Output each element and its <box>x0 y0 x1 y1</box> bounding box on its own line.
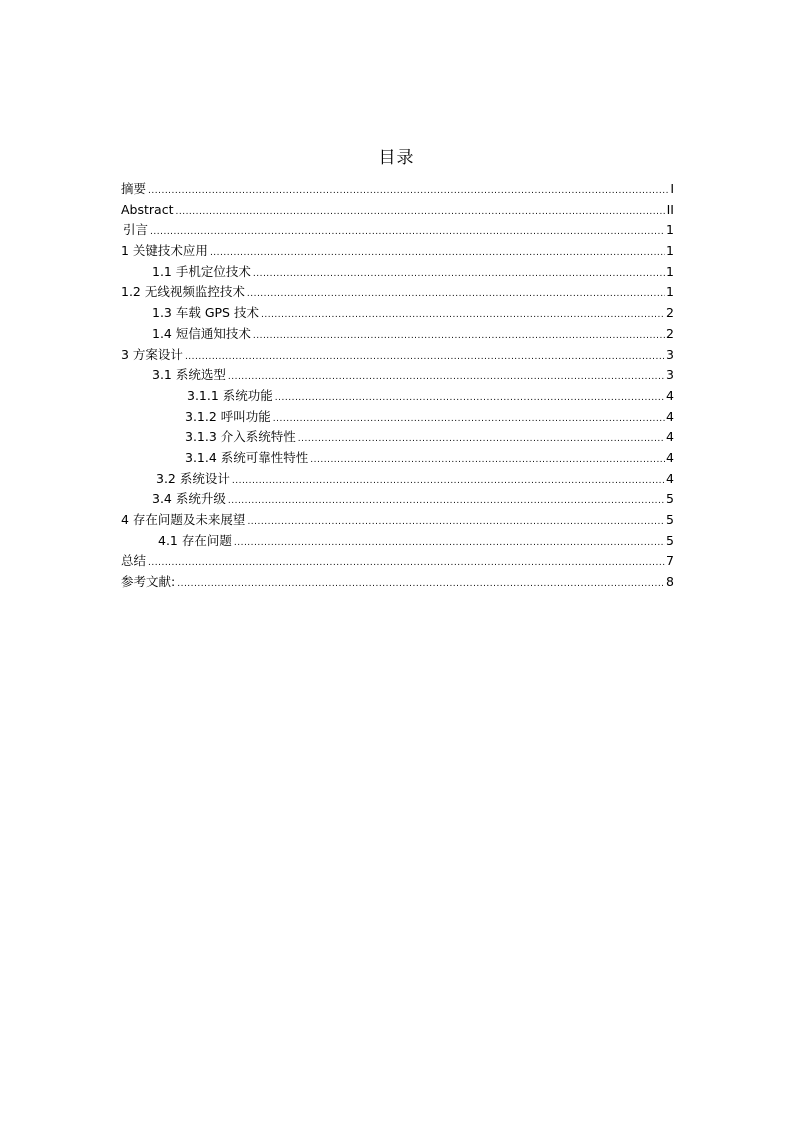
toc-page-number: 1 <box>666 263 674 279</box>
dot-leader <box>253 326 665 347</box>
toc-page-number: 3 <box>666 346 674 362</box>
toc-entry-label: 1.1 手机定位技术 <box>152 263 251 279</box>
toc-page-number: 2 <box>666 305 674 321</box>
dot-leader <box>275 388 665 409</box>
toc-entry-introduction[interactable] <box>121 220 674 241</box>
toc-entry-label: 3.4 系统升级 <box>152 491 226 507</box>
toc-page-number: 5 <box>666 491 674 507</box>
dot-leader <box>228 491 665 512</box>
dot-leader <box>228 367 665 388</box>
toc-page-number: 2 <box>666 325 674 341</box>
toc-title: 目录 <box>378 148 415 168</box>
toc-entry-chapter-1[interactable] <box>121 241 674 262</box>
toc-page-number: 4 <box>666 408 674 424</box>
dot-leader <box>185 347 665 368</box>
dot-leader <box>150 222 665 243</box>
toc-page-number: 5 <box>666 512 674 527</box>
toc-entry-label: 1.3 车载 GPS 技术 <box>152 305 259 321</box>
dot-leader <box>232 471 665 492</box>
toc-entry-abstract-en[interactable] <box>121 200 674 221</box>
toc-entry-references[interactable] <box>121 572 674 593</box>
dot-leader <box>234 533 665 554</box>
toc-entry-section-1-3[interactable] <box>121 303 674 324</box>
toc-entry-section-3-1-3[interactable] <box>121 427 674 448</box>
toc-entry-label: 摘要 <box>121 181 147 196</box>
toc-list <box>121 179 674 593</box>
toc-page-number: 1 <box>666 243 674 259</box>
toc-page-number: II <box>666 201 674 217</box>
toc-page-number: 3 <box>666 367 674 383</box>
toc-entry-abstract-cn[interactable] <box>121 179 674 200</box>
toc-page-number: 5 <box>666 532 674 548</box>
toc-page-number: 4 <box>666 470 674 486</box>
toc-entry-section-3-4[interactable] <box>121 489 674 510</box>
toc-entry-section-3-1-1[interactable] <box>121 386 674 407</box>
toc-entry-label: 3 方案设计 <box>121 346 183 362</box>
dot-leader <box>310 450 665 471</box>
dot-leader <box>247 284 665 305</box>
toc-entry-label: 3.1.3 介入系统特性 <box>185 429 296 445</box>
toc-entry-section-3-2[interactable] <box>121 469 674 490</box>
toc-page-number: 4 <box>666 449 674 465</box>
toc-page-number: 7 <box>666 553 674 569</box>
dot-leader <box>177 574 665 595</box>
dot-leader <box>298 429 665 450</box>
toc-page-number: I <box>670 181 674 196</box>
toc-entry-chapter-3[interactable] <box>121 345 674 366</box>
dot-leader <box>253 264 665 285</box>
toc-entry-chapter-4[interactable] <box>121 510 674 531</box>
toc-entry-section-3-1-4[interactable] <box>121 448 674 469</box>
toc-entry-label: 3.1.1 系统功能 <box>187 387 273 403</box>
toc-entry-section-1-2[interactable] <box>121 282 674 303</box>
dot-leader <box>261 305 665 326</box>
toc-page-number: 1 <box>666 284 674 300</box>
toc-page-number: 4 <box>666 387 674 403</box>
toc-entry-label: 4 存在问题及未来展望 <box>121 512 246 527</box>
dot-leader <box>273 409 665 430</box>
toc-entry-label: 1 关键技术应用 <box>121 243 208 259</box>
toc-page-number: 4 <box>666 429 674 445</box>
toc-entry-label: 4.1 存在问题 <box>158 532 232 548</box>
toc-entry-label: 3.2 系统设计 <box>156 470 230 486</box>
toc-entry-label: 引言 <box>123 222 149 238</box>
toc-entry-label: Abstract <box>121 201 174 217</box>
dot-leader <box>148 553 665 574</box>
toc-entry-section-4-1[interactable] <box>121 531 674 552</box>
toc-entry-section-3-1-2[interactable] <box>121 407 674 428</box>
dot-leader <box>148 181 669 202</box>
toc-entry-label: 总结 <box>121 553 147 569</box>
toc-entry-section-3-1[interactable] <box>121 365 674 386</box>
toc-entry-label: 1.4 短信通知技术 <box>152 325 251 341</box>
toc-page-number: 8 <box>666 574 674 590</box>
dot-leader <box>175 202 665 223</box>
toc-entry-label: 1.2 无线视频监控技术 <box>121 284 245 300</box>
toc-entry-summary[interactable] <box>121 551 674 572</box>
toc-page-number: 1 <box>666 222 674 238</box>
dot-leader <box>210 243 665 264</box>
toc-entry-label: 3.1.2 呼叫功能 <box>185 408 271 424</box>
toc-entry-section-1-1[interactable] <box>121 262 674 283</box>
toc-entry-section-1-4[interactable] <box>121 324 674 345</box>
toc-entry-label: 3.1 系统选型 <box>152 367 226 383</box>
dot-leader <box>247 512 665 533</box>
toc-entry-label: 3.1.4 系统可靠性特性 <box>185 449 309 465</box>
toc-entry-label: 参考文献: <box>121 574 176 590</box>
